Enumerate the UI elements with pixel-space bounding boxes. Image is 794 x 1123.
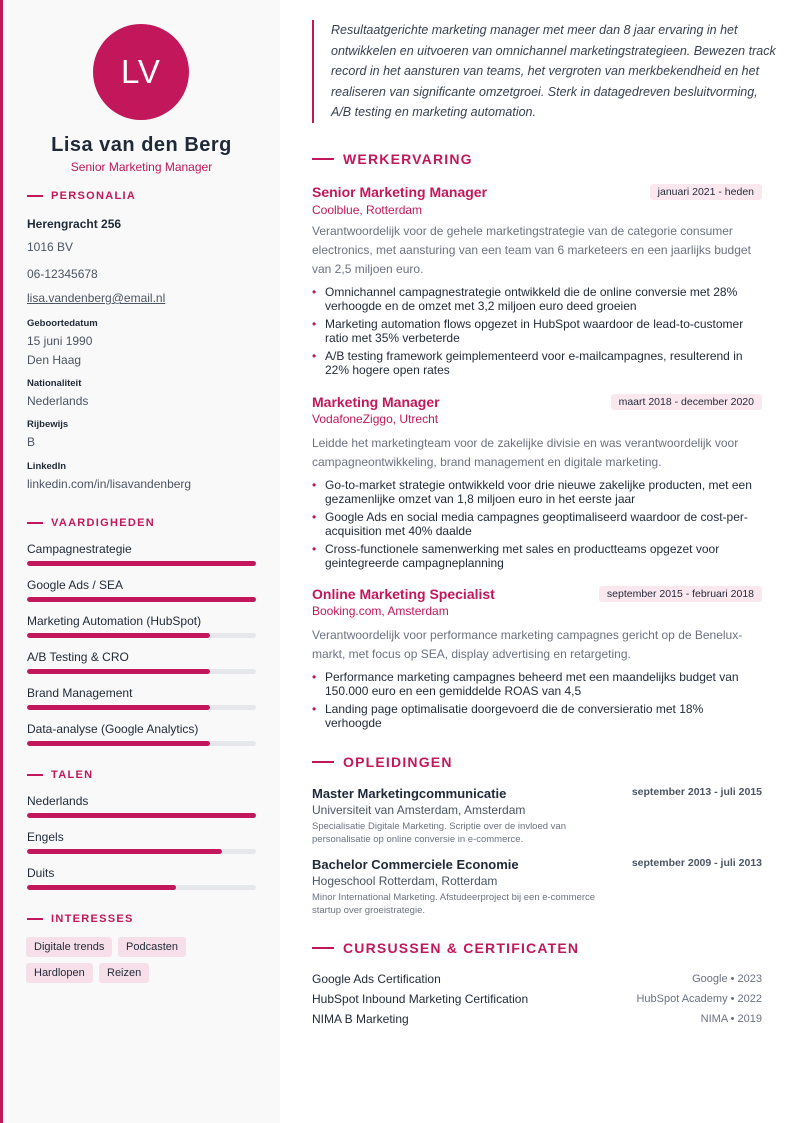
heading-text: WERKERVARING [343,151,473,167]
phone-number: 06-12345678 [27,267,98,281]
job-achievements [312,285,752,381]
heading-text: VAARDIGHEDEN [51,517,156,529]
heading-divider [312,158,334,160]
skill-bar-fill [27,741,210,746]
heading-divider [27,774,43,776]
language-bar-fill [27,885,176,890]
job-title: Marketing Manager [312,394,440,410]
course-name: NIMA B Marketing [312,1012,409,1026]
job-achievements [312,670,752,734]
birth-place: Den Haag [27,353,82,367]
avatar [93,24,189,120]
heading-divider [27,522,43,524]
skill-name: Campagnestrategie [27,542,132,556]
section-heading-interests [27,913,134,925]
skill-bar [27,597,256,602]
person-name: Lisa van den Berg [51,134,232,156]
skill-bar [27,561,256,566]
skill-bar-fill [27,561,256,566]
job-title: Senior Marketing Manager [312,184,488,200]
person-role: Senior Marketing Manager [70,160,213,174]
education-school: Universiteit van Amsterdam, Amsterdam [312,803,526,817]
language-name: Engels [27,830,64,844]
section-heading-education [312,754,453,770]
skill-bar [27,669,256,674]
education-title: Master Marketingcommunicatie [312,786,507,801]
sidebar [3,0,280,1123]
heading-text: INTERESSES [51,913,134,925]
course-meta: NIMA • 2019 [700,1013,762,1025]
language-name: Duits [27,866,55,880]
skill-name: Brand Management [27,686,133,700]
education-dates: september 2013 - juli 2015 [631,786,762,798]
interest-tag: Digitale trends [26,937,112,957]
profile-summary: Resultaatgerichte marketing manager met meer dan 8 jaar ervaring in het ontwikkelen en uitvoeren van omnichannel marketingstrategieen. Bewezen track record in het aansturen van teams, het vergroten van merkbekendheid en het realiseren van significante omzetgroei. Sterk in datagedreven besluitvorming, A/B testing en marketing automation. [312,20,779,123]
job-date-badge: september 2015 - februari 2018 [599,586,762,602]
job-date-badge: januari 2021 - heden [650,184,762,200]
language-bar [27,813,256,818]
section-heading-courses [312,940,579,956]
license-value: B [27,435,36,449]
linkedin-label: LinkedIn [27,461,67,472]
email-link[interactable]: lisa.vandenberg@email.nl [27,291,166,305]
heading-text: TALEN [51,769,94,781]
skill-name: Google Ads / SEA [27,578,124,592]
job-description: Verantwoordelijk voor performance marketing campagnes gericht op de Benelux-markt, met focus op SEA, display advertising en retargeting. [312,628,743,661]
language-bar [27,849,256,854]
language-bar-fill [27,813,256,818]
job-description: Verantwoordelijk voor de gehele marketingstrategie van de categorie consumer electronics, met aansturing van een team van 6 marketeers en een jaarlijks budget van 2,5 miljoen euro. [312,224,751,276]
linkedin-link[interactable]: linkedin.com/in/lisavandenberg [27,477,192,491]
achievement-item: • Cross-functionele samenwerking met sales en productteams opgezet voor geintegreerde campagneplanning [312,542,752,570]
heading-text: CURSUSSEN & CERTIFICATEN [343,940,580,956]
section-heading-languages [27,769,93,781]
nationality-value: Nederlands [27,394,89,408]
achievement-item: • A/B testing framework geimplementeerd voor e-mailcampagnes, resulterend in 22% hogere open rates [312,349,752,377]
education-title: Bachelor Commerciele Economie [312,857,519,872]
achievement-item: • Marketing automation flows opgezet in HubSpot waardoor de lead-to-customer ratio met 35% verbeterde [312,317,752,345]
education-school: Hogeschool Rotterdam, Rotterdam [312,874,498,888]
skill-name: Marketing Automation (HubSpot) [27,614,202,628]
section-heading-experience [312,151,473,167]
skill-bar-fill [27,705,210,710]
job-date-badge: maart 2018 - december 2020 [611,394,762,410]
skill-bar [27,633,256,638]
achievement-item: • Performance marketing campagnes beheerd met een maandelijks budget van 150.000 euro en een gemiddelde ROAS van 4,5 [312,670,752,698]
achievement-item: • Google Ads en social media campagnes geoptimaliseerd waardoor de cost-per-acquisition met 40% daalde [312,510,752,538]
course-name: HubSpot Inbound Marketing Certification [312,992,529,1006]
language-bar [27,885,256,890]
heading-text: OPLEIDINGEN [343,754,453,770]
achievement-item: • Landing page optimalisatie doorgevoerd die de conversieratio met 18% verhoogde [312,702,752,730]
skill-bar-fill [27,597,256,602]
language-bar-fill [27,849,222,854]
nationality-label: Nationaliteit [27,378,82,389]
skill-bar-fill [27,633,210,638]
interest-tag: Podcasten [118,937,186,957]
job-company: Coolblue, Rotterdam [312,203,423,217]
education-description: Specialisatie Digitale Marketing. Scriptie over de invloed van personalisatie op online conversie in e-commerce. [312,821,566,845]
job-achievements [312,478,752,574]
achievement-item: • Go-to-market strategie ontwikkeld voor drie nieuwe zakelijke producten, met een gezamenlijke omzet van 1,8 miljoen euro in het eerste jaar [312,478,752,506]
section-heading-skills [27,517,155,529]
skill-bar-fill [27,669,210,674]
skill-name: Data-analyse (Google Analytics) [27,722,199,736]
job-title: Online Marketing Specialist [312,586,495,602]
course-meta: Google • 2023 [692,973,762,985]
heading-divider [312,947,334,949]
birth-date: 15 juni 1990 [27,334,93,348]
job-company: VodafoneZiggo, Utrecht [312,412,439,426]
skill-bar [27,705,256,710]
avatar-initials: LV [121,53,161,90]
achievement-item: • Omnichannel campagnestrategie ontwikkeld die de online conversie met 28% verhoogde en de omzet met 3,2 miljoen euro deed groeien [312,285,752,313]
address-postal: 1016 BV [27,240,74,254]
job-description: Leidde het marketingteam voor de zakelijke divisie en was verantwoordelijk voor campagneontwikkeling, brand management en digitale marketing. [312,436,739,469]
heading-divider [312,761,334,763]
section-heading-personalia [27,190,136,202]
education-description: Minor International Marketing. Afstudeerproject bij een e-commerce startup over groeistrategie. [312,892,596,916]
birth-label: Geboortedatum [27,318,98,329]
interest-tag: Reizen [99,963,149,983]
address-street: Herengracht 256 [27,217,122,231]
language-name: Nederlands [27,794,89,808]
skill-name: A/B Testing & CRO [27,650,129,664]
main-content [280,0,794,1123]
license-label: Rijbewijs [27,419,69,430]
heading-text: PERSONALIA [51,190,137,202]
heading-divider [27,918,43,920]
skill-bar [27,741,256,746]
heading-divider [27,195,43,197]
interest-tag: Hardlopen [26,963,93,983]
job-company: Booking.com, Amsterdam [312,604,449,618]
education-dates: september 2009 - juli 2013 [631,857,762,869]
course-name: Google Ads Certification [312,972,441,986]
course-meta: HubSpot Academy • 2022 [636,993,762,1005]
